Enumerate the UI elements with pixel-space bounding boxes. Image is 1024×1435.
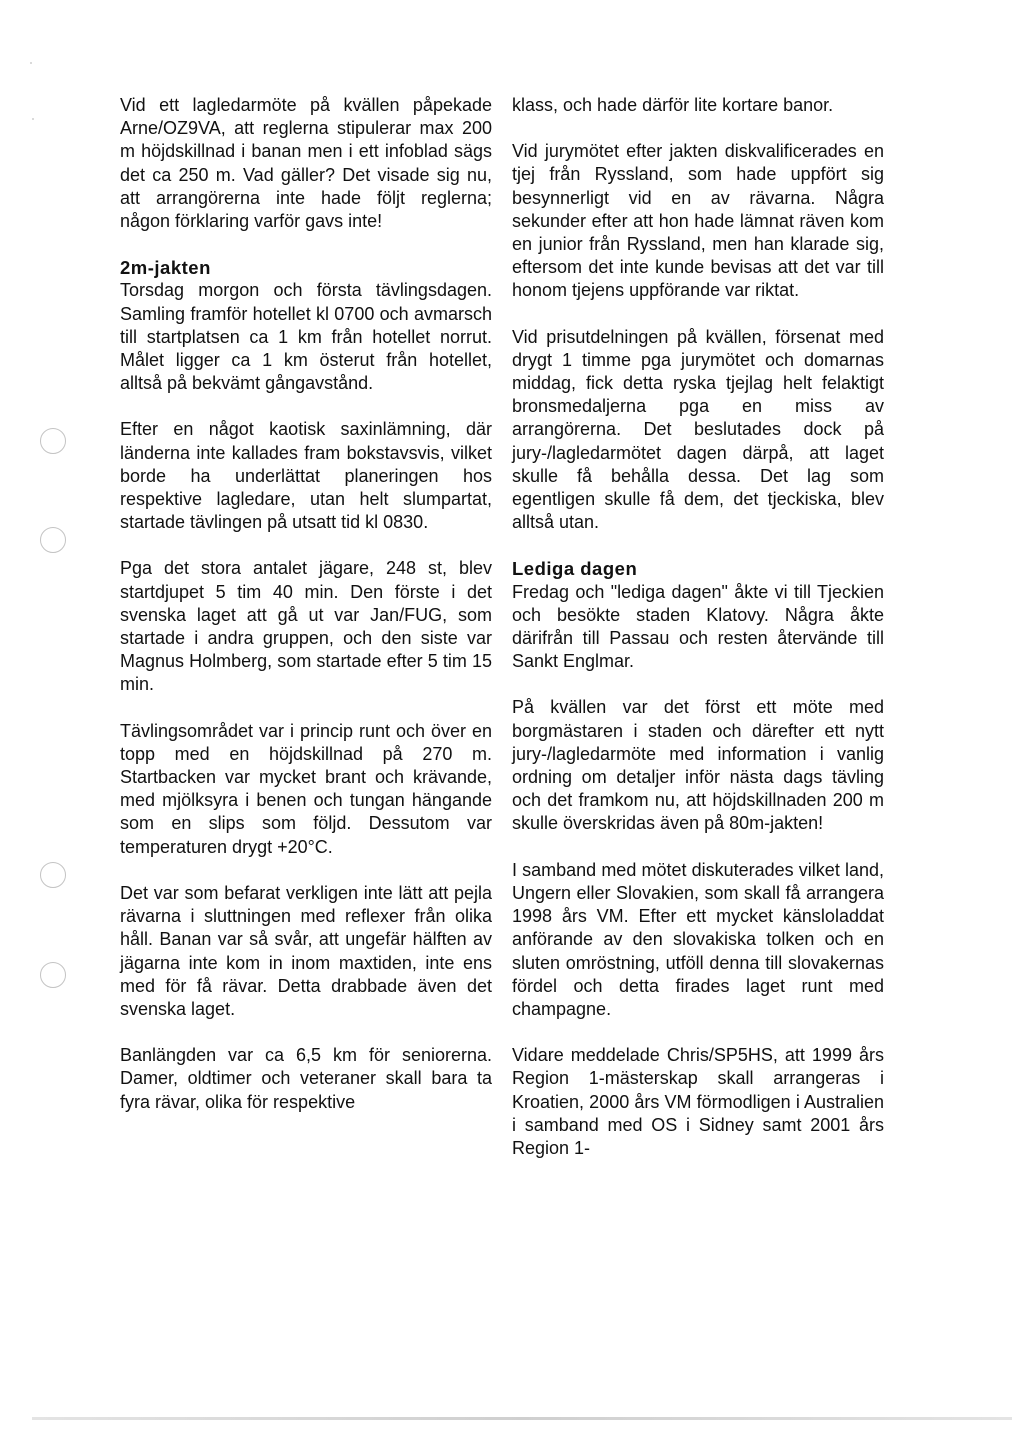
bottom-rule <box>32 1417 1012 1420</box>
paragraph: Vid ett lagledarmöte på kvällen påpekade Arne/OZ9VA, att reglerna stipulerar max 200 m höjdskillnad i banan men i ett infoblad sägs det ca 250 m. Vad gäller? Det visade sig nu, att arrangörerna inte hade följt reglerna; någon förklaring varför gavs inte! <box>120 95 492 232</box>
paragraph: Banlängden var ca 6,5 km för seniorerna. Damer, oldtimer och veteraner skall bara ta fyra rävar, olika för respektive <box>120 1045 492 1112</box>
paragraph: Torsdag morgon och första tävlingsdagen. Samling framför hotellet kl 0700 och avmarsch till startplatsen ca 1 km från hotellet norrut. Målet ligger ca 1 km österut från hotellet, alltså på bekvämt gångavstånd. <box>120 280 492 394</box>
paragraph: Fredag och "lediga dagen" åkte vi till Tjeckien och besökte staden Klatovy. Några åkte därifrån till Passau och resten återvände till Sankt Englmar. <box>512 581 884 672</box>
paragraph: Det var som befarat verkligen inte lätt att pejla rävarna i sluttningen med reflexer från olika håll. Banan var så svår, att ungefär hälften av jägarna inte kom in inom maxtiden, inte ens med för få rävar. Detta drabbade även det svenska laget. <box>120 882 492 1019</box>
punch-hole <box>40 428 66 454</box>
right-column <box>512 94 884 1183</box>
paragraph: Tävlingsområdet var i princip runt och över en topp med en höjdskillnad på 270 m. Startbacken var mycket brant och krävande, med mjölksyra i benen och tungan hängande som en slips som följd. Dessutom var temperaturen drygt +20°C. <box>120 720 492 857</box>
punch-hole <box>40 527 66 553</box>
paragraph: Pga det stora antalet jägare, 248 st, blev startdjupet 5 tim 40 min. Den förste i det svenska laget att gå ut var Jan/FUG, som startade i andra gruppen, och den siste var Magnus Holmberg, som startade efter 5 tim 15 min. <box>120 558 492 695</box>
punch-hole <box>40 862 66 888</box>
paper-speck <box>30 62 32 64</box>
section-heading: 2m-jakten <box>120 257 211 279</box>
paragraph: klass, och hade därför lite kortare banor. <box>512 95 834 115</box>
paragraph: Vid jurymötet efter jakten diskvalificerades en tjej från Ryssland, som hade uppfört sig besynnerligt vid en av rävarna. Några sekunder efter att hon hade lämnat räven kom en junior från Ryssland, men han klarade sig, eftersom det inte kunde bevisas att det var till honom tjejens uppförande var riktat. <box>512 141 884 301</box>
left-column <box>120 94 492 1137</box>
paragraph: Vidare meddelade Chris/SP5HS, att 1999 års Region 1-mästerskap skall arrangeras i Kroatien, 2000 års VM förmodligen i Australien i samband med OS i Sidney samt 2001 års Region 1- <box>512 1045 884 1158</box>
paragraph: I samband med mötet diskuterades vilket land, Ungern eller Slovakien, som skall få arrangera 1998 års VM. Efter ett mycket känsloladdat anförande av den slovakiska tolken och en sluten omröstning, utföll denna till slovakernas fördel och detta firades laget runt med champagne. <box>512 859 884 1019</box>
paper-speck <box>32 118 34 120</box>
section-heading: Lediga dagen <box>512 558 638 580</box>
paragraph: Vid prisutdelningen på kvällen, försenat med drygt 1 timme pga jurymötet och domarnas middag, fick detta ryska tjejlag helt felaktigt bronsmedaljerna pga en miss av arrangörerna. Det beslutades dock på jury-/lagledarmötet dagen därpå, att laget skulle få behålla dessa. Det lag som egentligen skulle få dem, det tjeckiska, blev alltså utan. <box>512 326 884 533</box>
punch-hole <box>40 962 66 988</box>
paragraph: Efter en något kaotisk saxinlämning, där länderna inte kallades fram bokstavsvis, vilket borde ha underlättat planeringen hos respektive lagledare, utan helt slumpartat, startade tävlingen på utsatt tid kl 0830. <box>120 419 492 533</box>
paragraph: På kvällen var det först ett möte med borgmästaren i staden och därefter ett nytt jury-/lagledarmöte med information i vanlig ordning om detaljer inför nästa dags tävling och det framkom nu, att höjdskillnaden 200 m skulle överskridas även på 80m-jakten! <box>512 697 884 834</box>
